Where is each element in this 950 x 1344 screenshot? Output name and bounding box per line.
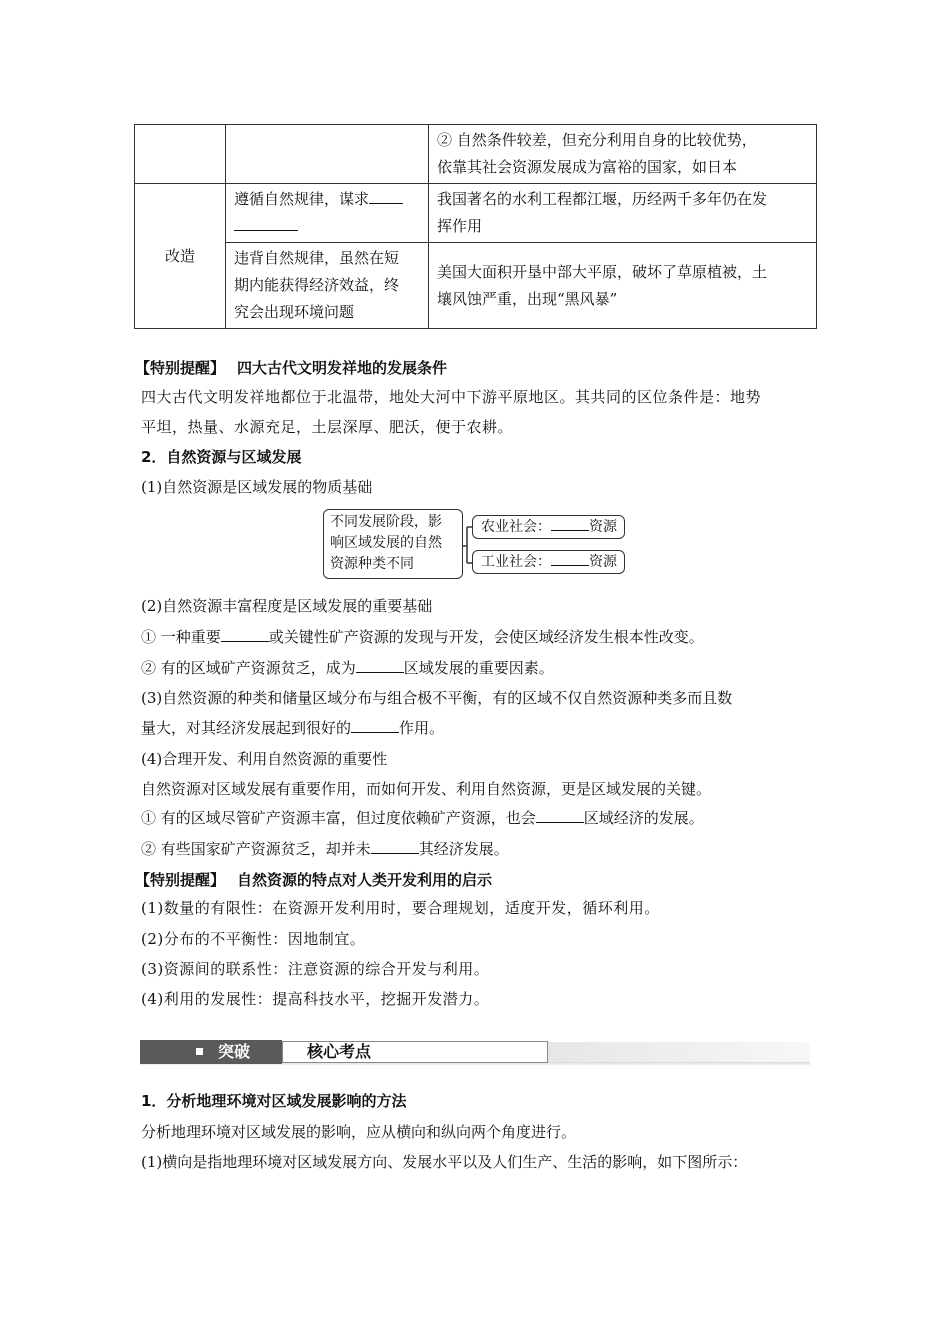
table-cell <box>429 125 817 184</box>
diagram-text: 农业社会： <box>481 519 551 535</box>
paragraph <box>141 717 444 739</box>
text: ② 有些国家矿产资源贫乏，却并未 <box>141 840 371 858</box>
list-item: (1)数量的有限性：在资源开发利用时，要合理规划，适度开发，循环利用。 <box>141 899 660 917</box>
banner-dark-block <box>140 1040 282 1064</box>
diagram-text: 工业社会： <box>481 554 551 570</box>
table-cell <box>429 243 817 329</box>
paragraph <box>141 657 554 679</box>
diagram-text: 不同发展阶段，影 <box>330 514 442 530</box>
table-cell-transform <box>135 184 226 329</box>
paragraph <box>141 838 509 860</box>
fill-blank <box>356 658 404 673</box>
comparison-table <box>134 124 817 329</box>
square-bullet-icon <box>196 1048 203 1055</box>
text: 区域发展的重要因素。 <box>403 659 554 677</box>
paragraph: (1)横向是指地理环境对区域发展方向、发展水平以及人们生产、生活的影响，如下图所示： <box>141 1153 748 1171</box>
cell-text: 违背自然规律，虽然在短 <box>234 249 400 267</box>
tip-heading <box>135 357 447 379</box>
text: 区域经济的发展。 <box>583 809 704 827</box>
cell-text: 究会出现环境问题 <box>234 303 355 321</box>
table-cell <box>135 125 226 184</box>
cell-text: ② 自然条件较差，但充分利用自身的比较优势， <box>437 131 757 149</box>
paragraph <box>141 807 704 829</box>
row-header: 改造 <box>164 246 195 265</box>
paragraph: 自然资源对区域发展有重要作用，而如何开发、利用自然资源，更是区域发展的关键。 <box>141 780 712 798</box>
cell-text: 期内能获得经济效益，终 <box>234 276 400 294</box>
banner-light-block <box>282 1041 548 1063</box>
section-heading: 2．自然资源与区域发展 <box>141 448 302 466</box>
diagram-text: 响区域发展的自然 <box>330 535 442 551</box>
diagram-source-box <box>323 509 463 579</box>
text: 其经济发展。 <box>418 840 509 858</box>
paragraph: (2)自然资源丰富程度是区域发展的重要基础 <box>141 597 433 615</box>
table-cell <box>226 184 429 243</box>
table-cell <box>226 125 429 184</box>
text: ② 有的区域矿产资源贫乏，成为 <box>141 659 356 677</box>
fill-blank <box>369 187 403 204</box>
paragraph: (1)自然资源是区域发展的物质基础 <box>141 478 373 496</box>
text: 量大，对其经济发展起到很好的 <box>141 719 352 737</box>
cell-text: 我国著名的水利工程都江堰，历经两千多年仍在发 <box>437 190 768 208</box>
paragraph: 平坦，热量、水源充足，土层深厚、肥沃，便于农耕。 <box>141 418 514 436</box>
tip-label: 【特别提醒】 <box>135 359 226 377</box>
section-heading: 1．分析地理环境对区域发展影响的方法 <box>141 1092 407 1110</box>
paragraph: (4)合理开发、利用自然资源的重要性 <box>141 750 388 768</box>
text: ① 有的区域尽管矿产资源丰富，但过度依赖矿产资源，也会 <box>141 809 536 827</box>
table-row <box>135 184 817 243</box>
paragraph <box>141 626 704 648</box>
banner-left-text: 突破 <box>218 1042 251 1061</box>
diagram-industry-box <box>472 550 625 574</box>
text: 作用。 <box>399 719 445 737</box>
fill-blank <box>351 718 399 733</box>
tip-title: 自然资源的特点对人类开发利用的启示 <box>237 871 493 889</box>
tip-heading <box>135 869 492 891</box>
table-row <box>135 125 817 184</box>
list-item: (3)资源间的联系性：注意资源的综合开发与利用。 <box>141 960 490 978</box>
diagram-text: 资源 <box>589 554 617 570</box>
list-item: (2)分布的不平衡性：因地制宜。 <box>141 930 366 948</box>
list-item: (4)利用的发展性：提高科技水平，挖掘开发潜力。 <box>141 990 490 1008</box>
tip-label: 【特别提醒】 <box>135 871 226 889</box>
fill-blank <box>221 627 269 642</box>
table-cell <box>429 184 817 243</box>
text: 或关键性矿产资源的发现与开发，会使区域经济发生根本性改变。 <box>268 628 704 646</box>
diagram-text: 资源种类不同 <box>330 556 414 572</box>
diagram-agri-box <box>472 515 625 539</box>
table-cell <box>226 243 429 329</box>
table-row <box>135 243 817 329</box>
fill-blank <box>551 551 589 566</box>
cell-text: 挥作用 <box>437 217 483 235</box>
cell-text: 壤风蚀严重，出现“黑风暴” <box>437 289 618 308</box>
fill-blank <box>536 808 584 823</box>
tip-title: 四大古代文明发祥地的发展条件 <box>237 359 448 377</box>
diagram-text: 资源 <box>589 519 617 535</box>
text: ① 一种重要 <box>141 628 221 646</box>
section-banner <box>140 1040 810 1064</box>
fill-blank <box>551 516 589 531</box>
fill-blank <box>371 839 419 854</box>
fill-blank <box>234 214 298 231</box>
cell-text: 遵循自然规律，谋求 <box>234 190 370 208</box>
cell-text: 美国大面积开垦中部大平原，破坏了草原植被，土 <box>437 262 768 281</box>
paragraph: 分析地理环境对区域发展的影响，应从横向和纵向两个角度进行。 <box>141 1123 577 1141</box>
paragraph: (3)自然资源的种类和储量区域分布与组合极不平衡，有的区域不仅自然资源种类多而且数 <box>141 689 733 707</box>
cell-text: 依靠其社会资源发展成为富裕的国家，如日本 <box>437 158 738 176</box>
banner-right-text: 核心考点 <box>307 1042 372 1061</box>
paragraph: 四大古代文明发祥地都位于北温带，地处大河中下游平原地区。其共同的区位条件是：地势 <box>141 388 762 406</box>
